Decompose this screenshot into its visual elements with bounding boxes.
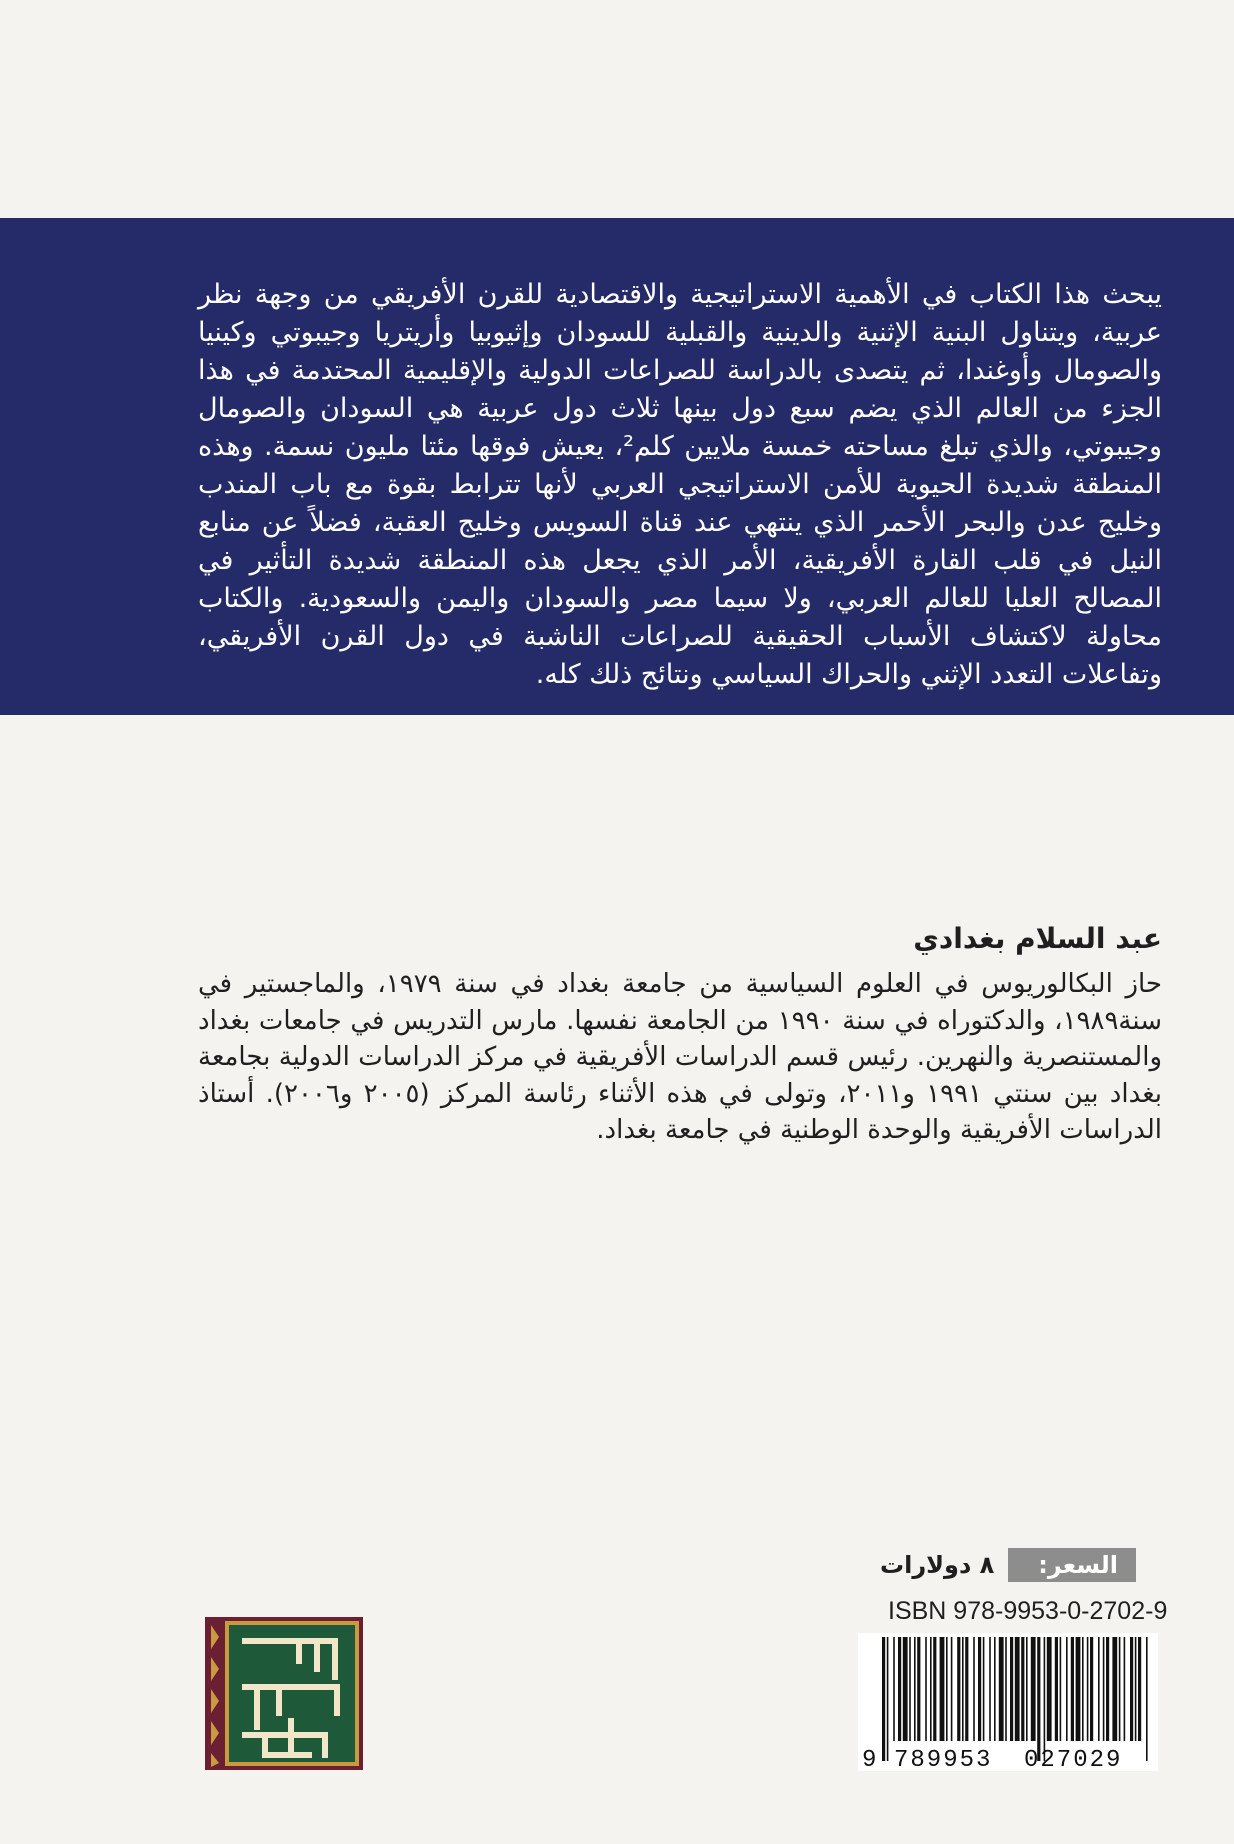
barcode-bar: [965, 1637, 968, 1741]
barcode-bar: [1135, 1637, 1137, 1741]
barcode-bar: [1076, 1637, 1081, 1741]
barcode-bar: [1138, 1637, 1141, 1741]
barcode-bar: [917, 1637, 920, 1741]
barcode-bar: [898, 1637, 901, 1741]
barcode-bar: [1026, 1637, 1028, 1741]
barcode-digits-right: 027029: [1024, 1747, 1123, 1771]
barcode-bar: [1130, 1637, 1133, 1741]
price-label: السعر:: [1008, 1548, 1136, 1582]
barcode-bar: [1071, 1637, 1074, 1741]
barcode-bar: [925, 1637, 927, 1741]
barcode-bar: [999, 1637, 1004, 1741]
barcode-bar: [1087, 1637, 1089, 1741]
barcode: [858, 1633, 1158, 1771]
barcode-bar: [909, 1637, 911, 1741]
barcode-bar: [1021, 1637, 1024, 1741]
book-blurb: يبحث هذا الكتاب في الأهمية الاستراتيجية والاقتصادية للقرن الأفريقي من وجهة نظر عربية، ويتناول البنية الإثنية والدينية والقبلية للسودان وإثيوبيا وأريتريا وجيبوتي وكينيا والصومال وأوغندا، ثم يتصدى بالدراسة للصراعات الدولية والإقليمية المحتدمة في هذا الجزء من العالم الذي يضم سبع دول بينها ثلاث دول عربية هي السودان والصومال وجيبوتي، والذي تبلغ مساحته خمسة ملايين كلم²، يعيش فوقها مئتا مليون نسمة. وهذه المنطقة شديدة الحيوية للأمن الاستراتيجي العربي لأنها تترابط بقوة مع باب المندب وخليج عدن والبحر الأحمر الذي ينتهي عند قناة السويس وخليج العقبة، فضلاً عن منابع النيل في قلب القارة الأفريقية، الأمر الذي يجعل هذه المنطقة شديدة التأثير في المصالح العليا للعالم العربي، ولا سيما مصر والسودان واليمن والسعودية. والكتاب محاولة لاكتشاف الأسباب الحقيقية للصراعات الناشبة في دول القرن الأفريقي، وتفاعلات التعدد الإثني والحراك السياسي ونتائج ذلك كله.: [198, 279, 1162, 690]
price-block: [880, 1548, 1136, 1582]
barcode-bar: [1047, 1637, 1052, 1741]
barcode-bar: [1066, 1637, 1068, 1741]
barcode-bar: [930, 1637, 932, 1741]
barcode-bar: [946, 1637, 948, 1741]
barcode-bar: [983, 1637, 985, 1741]
barcode-bar: [973, 1637, 975, 1741]
barcode-bar: [1082, 1637, 1084, 1741]
barcode-bar: [1005, 1637, 1007, 1741]
barcode-bar: [940, 1637, 945, 1741]
barcode-bar: [978, 1637, 981, 1741]
barcode-bar: [1098, 1637, 1100, 1741]
isbn-text: ISBN 978-9953-0-2702-9: [888, 1597, 1168, 1625]
barcode-bar: [957, 1637, 960, 1741]
barcode-digit-lead: 9: [862, 1747, 877, 1771]
barcode-bar: [1044, 1637, 1046, 1761]
barcode-bar: [1103, 1637, 1105, 1741]
barcode-digits-left: 789953: [894, 1747, 993, 1771]
barcode-bar: [933, 1637, 936, 1741]
barcode-bar: [1010, 1637, 1013, 1741]
barcode-bar: [1015, 1637, 1020, 1741]
barcode-bar: [882, 1637, 885, 1761]
barcode-bar: [893, 1637, 895, 1741]
barcode-bar: [1119, 1637, 1121, 1741]
author-name: عبد السلام بغدادي: [913, 922, 1162, 955]
price-value: ٨ دولارات: [880, 1551, 995, 1579]
barcode-bar: [1055, 1637, 1058, 1741]
barcode-bar: [989, 1637, 991, 1741]
barcode-bar: [1112, 1637, 1117, 1741]
barcode-bar: [1106, 1637, 1109, 1741]
barcode-bar: [914, 1637, 916, 1741]
barcode-bar: [951, 1637, 953, 1741]
publisher-logo: [205, 1617, 363, 1770]
barcode-bar: [1037, 1637, 1040, 1761]
barcode-bar: [994, 1637, 996, 1741]
barcode-bar: [1124, 1637, 1126, 1741]
barcode-bar: [1090, 1637, 1093, 1741]
author-bio: حاز البكالوريوس في العلوم السياسية من جامعة بغداد في سنة ١٩٧٩، والماجستير في سنة١٩٨٩، والدكتوراه في سنة ١٩٩٠ من الجامعة نفسها. مارس التدريس في جامعات بغداد والمستنصرية والنهرين. رئيس قسم الدراسات الأفريقية في مركز الدراسات الدولية بجامعة بغداد بين سنتي ١٩٩١ و٢٠١١، وتولى في هذه الأثناء رئاسة المركز (٢٠٠٥ و٢٠٠٦). أستاذ الدراسات الأفريقية والوحدة الوطنية في جامعة بغداد.: [198, 969, 1163, 1145]
barcode-bar: [1060, 1637, 1062, 1741]
barcode-bar: [1031, 1637, 1036, 1741]
barcode-bar: [887, 1637, 889, 1761]
barcode-bar: [1146, 1637, 1148, 1761]
barcode-bar: [903, 1637, 908, 1741]
barcode-bar: [962, 1637, 964, 1741]
